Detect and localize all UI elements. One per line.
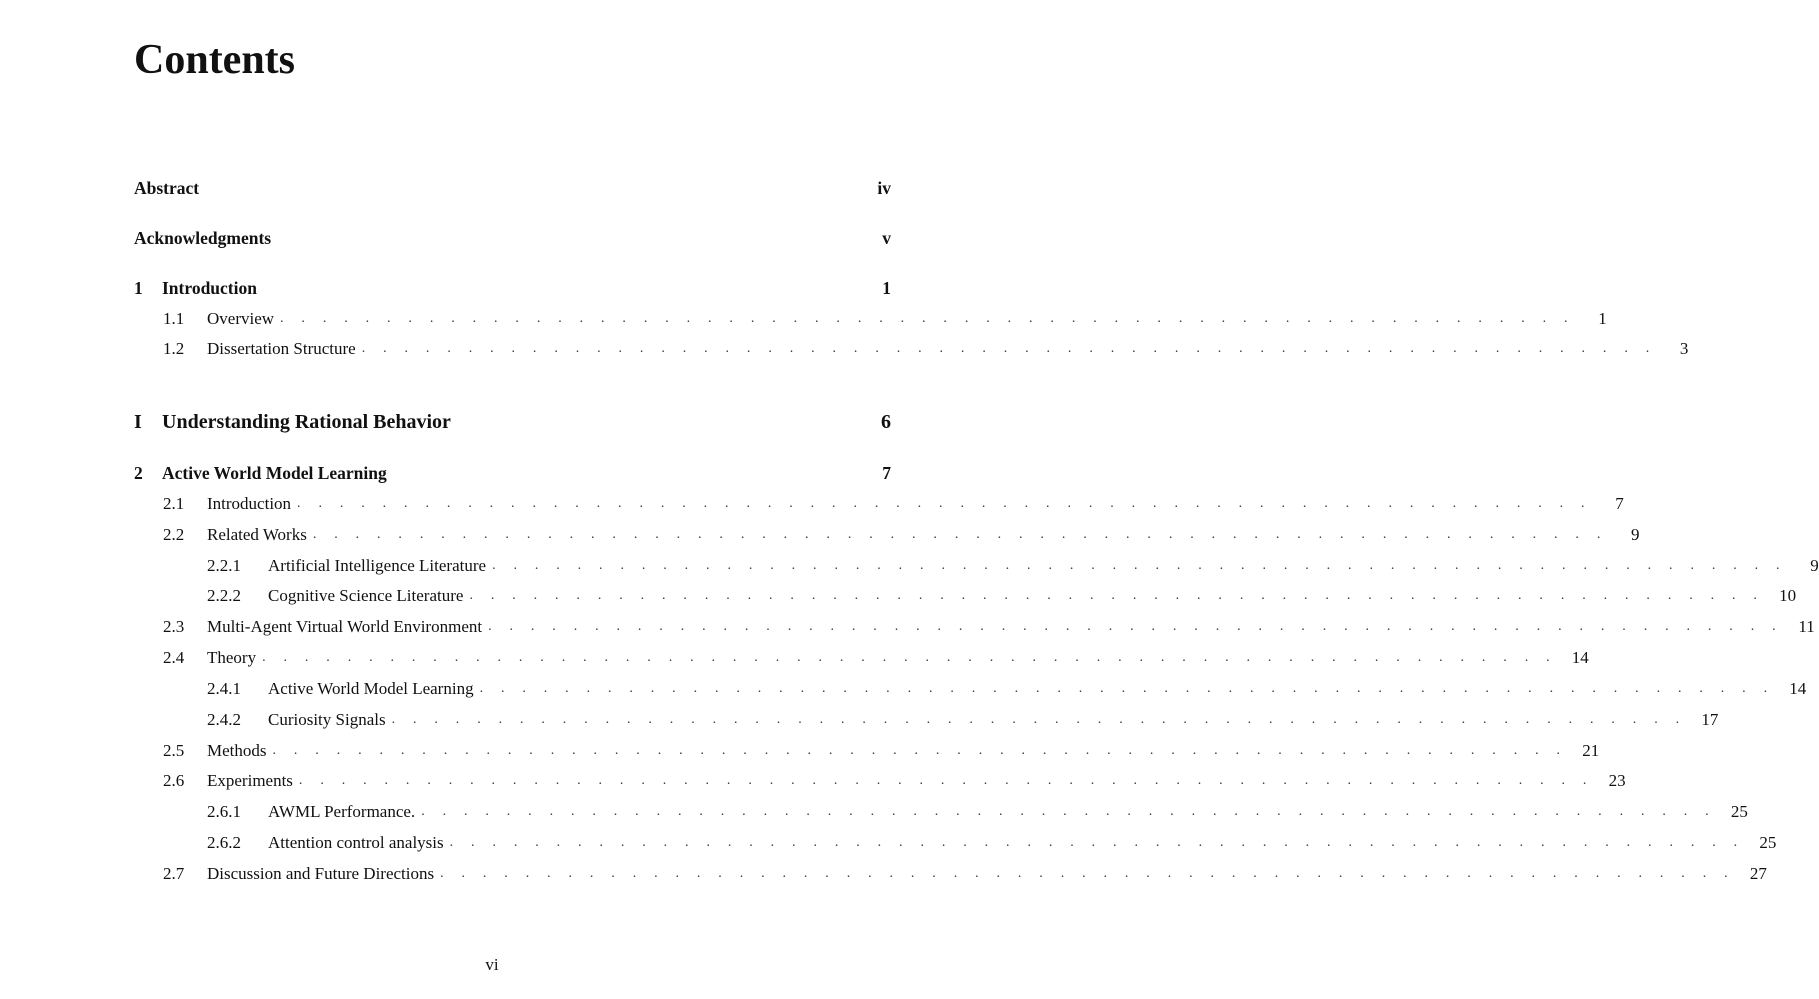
toc-entry-page: 10 bbox=[1779, 586, 1797, 605]
page-title: Contents bbox=[134, 37, 296, 83]
toc-entry-number: 2.6 bbox=[163, 771, 185, 790]
toc-leader-dots: . . . . . . . . . . . . . . . . . . . . . . . . . . . . . . . . . . . . . . . . . . . . . . . . . . . . . . . . . . . . . bbox=[449, 835, 1745, 850]
toc-entry-title: Understanding Rational Behavior bbox=[162, 411, 451, 433]
toc-leader-dots: . . . . . . . . . . . . . . . . . . . . . . . . . . . . . . . . . . . . . . . . . . . . . . . . . . . . . . . . . . . . . bbox=[312, 527, 1608, 542]
toc-entry-page: v bbox=[882, 228, 891, 248]
toc-entry-page: 21 bbox=[1582, 741, 1600, 760]
toc-entry-title: Methods bbox=[207, 741, 267, 760]
toc-leader-dots: . . . . . . . . . . . . . . . . . . . . . . . . . . . . . . . . . . . . . . . . . . . . . . . . . . . . . . . . . . . . . bbox=[361, 341, 1657, 356]
toc-entry-title: Overview bbox=[207, 309, 275, 328]
toc-entry-title: Attention control analysis bbox=[268, 833, 444, 852]
toc-section-2-6[interactable] bbox=[134, 768, 1626, 794]
toc-entry-number: 2.4.1 bbox=[207, 679, 241, 698]
toc-entry-page: 25 bbox=[1730, 802, 1748, 821]
toc-entry-page: 25 bbox=[1759, 833, 1777, 852]
toc-leader-dots: . . . . . . . . . . . . . . . . . . . . . . . . . . . . . . . . . . . . . . . . . . . . . . . . . . . . . . . . . . . . . bbox=[469, 588, 1765, 603]
toc-entry-number: 2.3 bbox=[163, 617, 185, 636]
toc-leader-dots: . . . . . . . . . . . . . . . . . . . . . . . . . . . . . . . . . . . . . . . . . . . . . . . . . . . . . . . . . . . . . bbox=[391, 712, 1687, 727]
toc-subsection-2-6-1[interactable] bbox=[134, 799, 1748, 825]
toc-leader-dots: . . . . . . . . . . . . . . . . . . . . . . . . . . . . . . . . . . . . . . . . . . . . . . . . . . . . . . . . . . . . . bbox=[262, 650, 1557, 665]
toc-entry-number: 2.5 bbox=[163, 741, 185, 760]
toc-entry-number: 2.2.1 bbox=[207, 556, 241, 575]
toc-leader-dots: . . . . . . . . . . . . . . . . . . . . . . . . . . . . . . . . . . . . . . . . . . . . . . . . . . . . . . . . . . . . . bbox=[280, 311, 1575, 326]
page-number-footer: vi bbox=[485, 955, 499, 974]
toc-entry-number: 2.7 bbox=[163, 864, 185, 883]
toc-entry-title: Acknowledgments bbox=[134, 228, 272, 248]
toc-entry-title: AWML Performance. bbox=[268, 802, 416, 821]
toc-entry-page: 1 bbox=[882, 278, 891, 298]
toc-entry-number: 2.4 bbox=[163, 648, 185, 667]
toc-chapter-2[interactable] bbox=[134, 460, 891, 486]
toc-section-1-1[interactable] bbox=[134, 306, 1607, 332]
toc-entry-page: iv bbox=[877, 178, 891, 198]
toc-entry-number: 2.6.2 bbox=[207, 833, 241, 852]
toc-entry-page: 23 bbox=[1608, 771, 1626, 790]
toc-entry-page: 1 bbox=[1598, 309, 1607, 328]
toc-entry-number: 2.4.2 bbox=[207, 710, 241, 729]
toc-section-2-2[interactable] bbox=[134, 522, 1640, 548]
toc-entry-number: 2.2.2 bbox=[207, 586, 241, 605]
toc-subsection-2-4-2[interactable] bbox=[134, 707, 1719, 733]
toc-entry-title: Curiosity Signals bbox=[268, 710, 386, 729]
toc-entry-title: Introduction bbox=[207, 494, 292, 513]
toc-entry-title: Introduction bbox=[162, 278, 257, 298]
toc-entry-number: 2 bbox=[134, 463, 143, 483]
toc-entry-title: Experiments bbox=[207, 771, 293, 790]
toc-entry-page: 6 bbox=[881, 411, 891, 433]
toc-entry-acknowledgments[interactable] bbox=[134, 225, 891, 251]
toc-entry-page: 11 bbox=[1798, 617, 1815, 636]
toc-section-2-5[interactable] bbox=[134, 738, 1600, 764]
toc-entry-title: Artificial Intelligence Literature bbox=[268, 556, 487, 575]
toc-entry-title: Related Works bbox=[207, 525, 307, 544]
toc-entry-page: 9 bbox=[1631, 525, 1640, 544]
toc-entry-number: 2.2 bbox=[163, 525, 185, 544]
toc-subsection-2-6-2[interactable] bbox=[134, 830, 1777, 856]
toc-leader-dots: . . . . . . . . . . . . . . . . . . . . . . . . . . . . . . . . . . . . . . . . . . . . . . . . . . . . . . . . . . . . . bbox=[298, 773, 1594, 788]
toc-section-2-3[interactable] bbox=[134, 614, 1815, 640]
toc-entry-page: 7 bbox=[1615, 494, 1624, 513]
toc-entry-abstract[interactable] bbox=[134, 175, 891, 201]
toc-leader-dots: . . . . . . . . . . . . . . . . . . . . . . . . . . . . . . . . . . . . . . . . . . . . . . . . . . . . . . . . . . . . . bbox=[440, 866, 1735, 881]
toc-section-2-7[interactable] bbox=[134, 861, 1767, 887]
toc-section-2-4[interactable] bbox=[134, 645, 1589, 671]
toc-entry-title: Discussion and Future Directions bbox=[207, 864, 435, 883]
toc-subsection-2-4-1[interactable] bbox=[134, 676, 1807, 702]
toc-section-2-1[interactable] bbox=[134, 491, 1624, 517]
toc-entry-page: 14 bbox=[1789, 679, 1807, 698]
toc-entry-title: Active World Model Learning bbox=[268, 679, 474, 698]
toc-leader-dots: . . . . . . . . . . . . . . . . . . . . . . . . . . . . . . . . . . . . . . . . . . . . . . . . . . . . . . . . . . . . . bbox=[479, 681, 1775, 696]
toc-entry-title: Theory bbox=[207, 648, 257, 667]
toc-leader-dots: . . . . . . . . . . . . . . . . . . . . . . . . . . . . . . . . . . . . . . . . . . . . . . . . . . . . . . . . . . . . . bbox=[492, 558, 1787, 573]
toc-entry-page: 14 bbox=[1571, 648, 1589, 667]
toc-entry-number: 1 bbox=[134, 278, 143, 298]
toc-subsection-2-2-2[interactable] bbox=[134, 583, 1797, 609]
toc-entry-page: 27 bbox=[1749, 864, 1767, 883]
toc-leader-dots: . . . . . . . . . . . . . . . . . . . . . . . . . . . . . . . . . . . . . . . . . . . . . . . . . . . . . . . . . . . . . bbox=[421, 804, 1716, 819]
toc-subsection-2-2-1[interactable] bbox=[134, 553, 1819, 579]
toc-part-1[interactable] bbox=[134, 407, 891, 437]
toc-entry-number: 1.1 bbox=[163, 309, 185, 328]
toc-entry-title: Multi-Agent Virtual World Environment bbox=[207, 617, 483, 636]
toc-entry-page: 17 bbox=[1701, 710, 1719, 729]
toc-entry-title: Dissertation Structure bbox=[207, 339, 356, 358]
toc-leader-dots: . . . . . . . . . . . . . . . . . . . . . . . . . . . . . . . . . . . . . . . . . . . . . . . . . . . . . . . . . . . . . bbox=[272, 743, 1568, 758]
toc-section-1-2[interactable] bbox=[134, 336, 1689, 362]
toc-entry-number: 1.2 bbox=[163, 339, 185, 358]
toc-entry-page: 7 bbox=[882, 463, 891, 483]
toc-chapter-1[interactable] bbox=[134, 275, 891, 301]
toc-leader-dots: . . . . . . . . . . . . . . . . . . . . . . . . . . . . . . . . . . . . . . . . . . . . . . . . . . . . . . . . . . . . . bbox=[297, 496, 1592, 511]
toc-entry-number: 2.1 bbox=[163, 494, 185, 513]
toc-entry-title: Active World Model Learning bbox=[162, 463, 387, 483]
toc-leader-dots: . . . . . . . . . . . . . . . . . . . . . . . . . . . . . . . . . . . . . . . . . . . . . . . . . . . . . . . . . . . . . bbox=[488, 619, 1783, 634]
toc-entry-title: Abstract bbox=[134, 178, 200, 198]
toc-entry-number: 2.6.1 bbox=[207, 802, 241, 821]
toc-entry-page: 3 bbox=[1679, 339, 1689, 358]
toc-entry-title: Cognitive Science Literature bbox=[268, 586, 464, 605]
toc-entry-page: 9 bbox=[1810, 556, 1819, 575]
toc-entry-number: I bbox=[134, 411, 142, 433]
